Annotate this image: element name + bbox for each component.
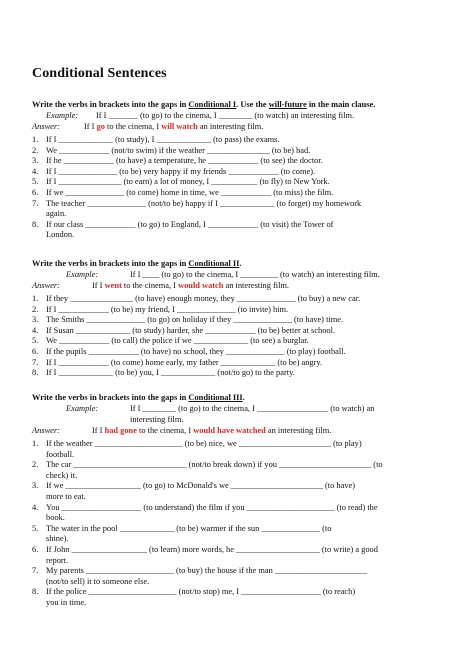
instruction-text: . Use the <box>236 100 269 109</box>
item-number: 5. <box>32 177 39 187</box>
item-sentence: We ____________ (not/to swim) if the weather _______________ (to be) bad. <box>46 145 311 155</box>
item-sentence: If John __________________ (to learn) more words, he ____________________ (to write) a good report. <box>46 544 378 565</box>
item-number: 8. <box>32 587 39 597</box>
item-number: 4. <box>32 502 39 512</box>
section-conditional-2 <box>32 258 442 379</box>
item-sentence: If they _______________ (to have) enough money, they ______________ (to buy) a new car. <box>46 294 361 303</box>
answer-highlight: had gone <box>104 426 137 435</box>
answer-line <box>32 425 442 436</box>
item-number: 2. <box>32 460 39 470</box>
item-number: 8. <box>32 219 39 229</box>
exercise-list <box>32 135 442 241</box>
section-conditional-1 <box>32 99 442 241</box>
instruction-text: Write the verbs in brackets into the gaps in <box>32 259 189 268</box>
item-sentence: If we __________________ (to go) to McDonald's we ______________________ (to have) more to eat. <box>46 481 356 501</box>
item-sentence: If we ______________ (to come) home in time, we ____________ (to miss) the film. <box>46 187 334 197</box>
item-sentence: If I _____________ (to be) you, I _____________ (not/to go) to the party. <box>46 368 295 378</box>
instruction-emphasis: Conditional III <box>188 393 243 402</box>
exercise-item <box>32 199 442 220</box>
instruction-text: . <box>242 393 245 402</box>
item-sentence: If I _____________ (to study), I _____________ (to pass) the exams. <box>46 135 280 144</box>
answer-label: Answer <box>32 281 58 290</box>
instruction-text: in the main clause. <box>306 100 376 109</box>
exercise-item <box>32 503 442 524</box>
item-sentence: If I ____________ (to come) home early, my father _____________ (to be) angry. <box>46 357 323 367</box>
example-label: Example <box>66 404 96 413</box>
instruction-text: . <box>239 259 242 268</box>
answer-text: If I <box>92 281 105 290</box>
item-number: 4. <box>32 166 39 176</box>
item-number: 1. <box>32 135 39 144</box>
label-colon: : <box>95 270 99 279</box>
item-sentence: If the police _____________________ (not/to stop) me, I ___________________ (to reach) you in time. <box>46 587 356 607</box>
answer-text: an interesting film. <box>265 426 332 435</box>
item-number: 4. <box>32 325 39 335</box>
item-number: 6. <box>32 346 39 356</box>
answer-text: to the cinema, I <box>136 426 194 435</box>
item-number: 5. <box>32 336 39 346</box>
item-sentence: If I ____________ (to be) my friend, I ______________ (to invite) him. <box>46 304 289 314</box>
exercise-item <box>32 347 442 358</box>
answer-text: If I <box>84 122 97 131</box>
instruction-text: Write the verbs in brackets into the gaps in <box>32 100 189 109</box>
instruction <box>32 258 442 269</box>
exercise-item <box>32 368 442 379</box>
exercise-item <box>32 545 442 566</box>
example-text: If I ____ (to go) to the cinema, I _________ (to watch) an interesting film. <box>130 270 380 279</box>
exercise-item <box>32 305 442 316</box>
label-colon: : <box>75 111 79 120</box>
item-number: 2. <box>32 304 39 314</box>
answer-text: an interesting film. <box>197 122 264 131</box>
answer-text: If I <box>92 426 105 435</box>
instruction-emphasis: Conditional I <box>188 100 237 109</box>
exercise-item <box>32 439 442 460</box>
example-line <box>32 110 442 121</box>
label-colon: : <box>57 426 60 435</box>
exercise-item <box>32 167 442 178</box>
item-number: 3. <box>32 315 39 325</box>
exercise-item <box>32 566 442 587</box>
item-sentence: If the pupils ____________ (to have) no school, they ______________ (to play) football. <box>46 346 346 356</box>
item-number: 2. <box>32 145 39 155</box>
answer-highlight: go <box>96 122 105 131</box>
answer-line <box>32 121 442 132</box>
instruction-text: Write the verbs in brackets into the gaps in <box>32 393 189 402</box>
exercise-list <box>32 294 442 379</box>
answer-text: an interesting film. <box>223 281 290 290</box>
exercise-item <box>32 587 442 608</box>
answer-label: Answer <box>32 426 58 435</box>
instruction-emphasis: will-future <box>268 100 307 109</box>
item-number: 7. <box>32 566 39 576</box>
item-number: 6. <box>32 544 39 554</box>
item-number: 5. <box>32 523 39 533</box>
instruction <box>32 99 442 110</box>
label-colon: : <box>95 404 99 413</box>
item-sentence: If our class ____________ (to go) to England, I ____________ (to visit) the Tower of London. <box>46 219 334 240</box>
item-number: 3. <box>32 156 39 166</box>
exercise-item <box>32 220 442 241</box>
exercise-item <box>32 481 442 502</box>
item-number: 8. <box>32 368 39 378</box>
section-conditional-3 <box>32 392 442 609</box>
item-number: 7. <box>32 357 39 367</box>
example-line <box>32 269 442 280</box>
example-text: If I ________ (to go) to the cinema, I _________________ (to watch) an interesting film. <box>130 404 375 424</box>
instruction-emphasis: Conditional II <box>188 259 240 268</box>
exercise-item <box>32 135 442 146</box>
answer-highlight: will watch <box>161 122 198 131</box>
answer-highlight: went <box>104 281 122 290</box>
item-sentence: The teacher ______________ (not/to be) happy if I _____________ (to forget) my homework again. <box>46 198 362 219</box>
item-sentence: If the weather _____________________ (to be) nice, we ______________________ (to play) football. <box>46 439 362 459</box>
exercise-item <box>32 315 442 326</box>
answer-highlight: would watch <box>178 281 224 290</box>
item-sentence: The Smiths ______________ (to go) on holiday if they ______________ (to have) time. <box>46 315 344 325</box>
example-line <box>32 403 442 425</box>
item-sentence: You ___________________ (to understand) the film if you _____________________ (to read) the book. <box>46 502 378 523</box>
item-sentence: If I ______________ (to be) very happy if my friends ____________ (to come). <box>46 166 316 176</box>
exercise-item <box>32 326 442 337</box>
exercise-item <box>32 146 442 157</box>
item-sentence: If I _______________ (to earn) a lot of money, I ___________ (to fly) to New York. <box>46 177 330 187</box>
exercise-item <box>32 460 442 481</box>
answer-label: Answer <box>32 122 58 131</box>
answer-text: to the cinema, I <box>121 281 179 290</box>
exercise-item <box>32 188 442 199</box>
label-colon: : <box>57 122 60 131</box>
answer-text: to the cinema, I <box>104 122 162 131</box>
exercise-item <box>32 177 442 188</box>
instruction <box>32 392 442 403</box>
answer-line <box>32 280 442 291</box>
item-number: 1. <box>32 439 39 448</box>
exercise-item <box>32 336 442 347</box>
exercise-item <box>32 524 442 545</box>
item-sentence: If Susan _____________ (to study) harder, she ____________ (to be) better at school. <box>46 325 336 335</box>
label-colon: : <box>57 281 60 290</box>
page-title: Conditional Sentences <box>32 66 167 81</box>
item-number: 6. <box>32 187 39 197</box>
item-number: 7. <box>32 198 39 208</box>
item-number: 3. <box>32 481 39 491</box>
answer-highlight: would have watched <box>193 426 266 435</box>
item-sentence: My parents _____________________ (to buy) the house if the man ______________________ (not/to sell) it to someone else. <box>46 566 368 586</box>
exercise-item <box>32 156 442 167</box>
item-number: 1. <box>32 294 39 303</box>
item-sentence: The car ___________________________ (not/to break down) if you ______________________ (to check) it. <box>46 460 383 480</box>
exercise-item <box>32 294 442 305</box>
example-text: If I _______ (to go) to the cinema, I ________ (to watch) an interesting film. <box>96 111 355 120</box>
example-label: Example <box>46 111 76 120</box>
example-label: Example <box>66 270 96 279</box>
item-sentence: The water in the pool _____________ (to be) warmer if the sun ______________ (to shine). <box>46 523 332 544</box>
item-sentence: We ____________ (to call) the police if we _____________ (to see) a burglar. <box>46 336 309 346</box>
item-sentence: If he ____________ (to have) a temperature, he ____________ (to see) the doctor. <box>46 156 323 166</box>
exercise-list <box>32 439 442 609</box>
exercise-item <box>32 358 442 369</box>
